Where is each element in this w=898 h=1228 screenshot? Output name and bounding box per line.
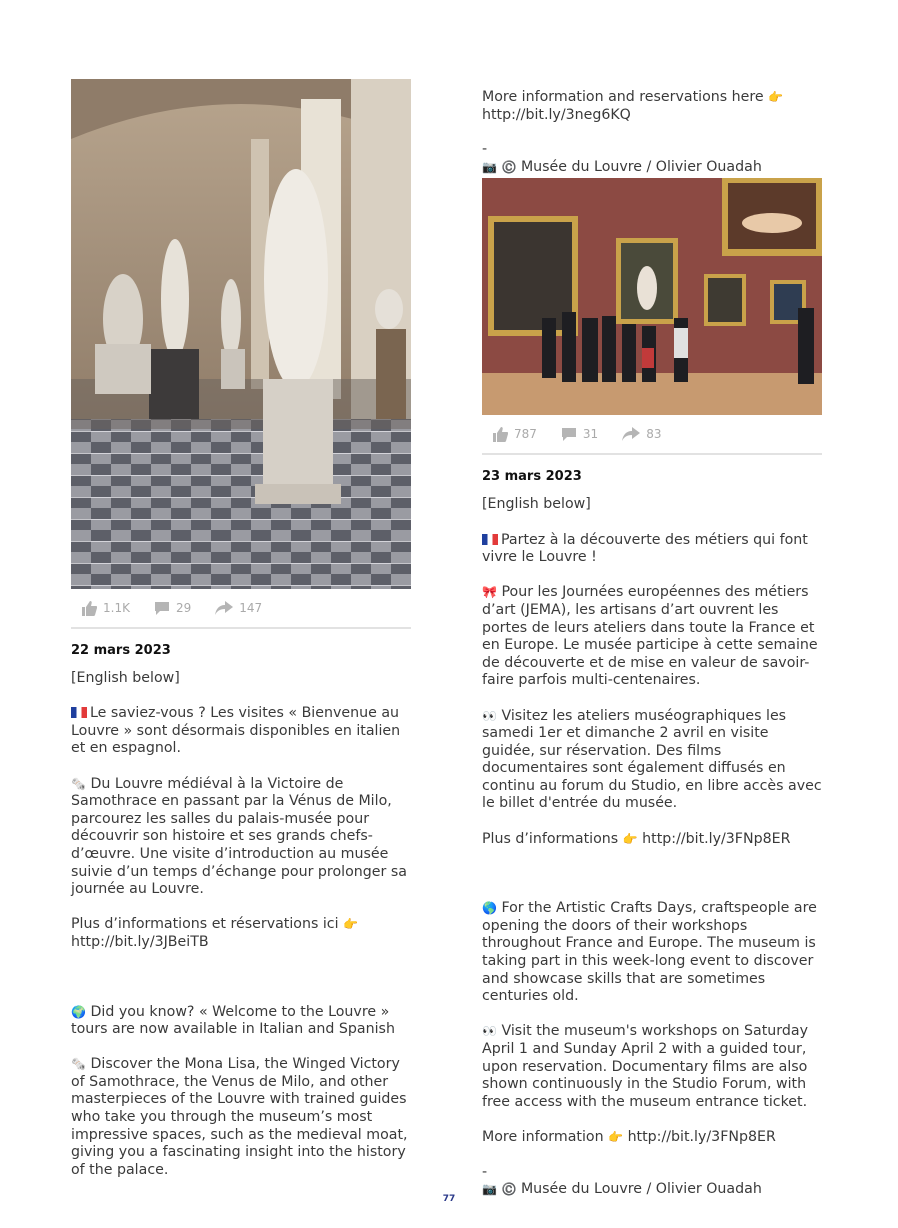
en-paragraph-1: 🌍 Did you know? « Welcome to the Louvre » tours are now available in Italian and Spanish: [71, 1003, 395, 1038]
post-stats: [482, 415, 822, 455]
photo-credit: 📷 ©️ Musée du Louvre / Olivier Ouadah: [482, 1181, 762, 1198]
thumbs-up-icon: [81, 601, 97, 616]
post-date: 22 mars 2023: [71, 643, 171, 658]
ribbon-icon: 🎀: [482, 585, 497, 600]
pointing-right-icon: 👉: [622, 831, 638, 846]
en-paragraph-2: 👀 Visit the museum's workshops on Saturday April 1 and Sunday April 2 with a guided tour, upon reservation. Documentary films are also shown continuously in the Studio Forum, with free access with the museum entrance ticket.: [482, 1023, 808, 1110]
sculpture-gallery-photo: [71, 79, 411, 589]
eyes-icon: 👀: [482, 708, 497, 723]
english-below-note: [English below]: [482, 496, 591, 513]
en-paragraph-2: 🗞️ Discover the Mona Lisa, the Winged Victory of Samothrace, the Venus de Milo, and other masterpieces of the Louvre with trained guides who take you through the museum’s most impressive spaces, such as the medieval moat, giving you a fascinating insight into the history of the palace.: [71, 1056, 408, 1178]
fr-paragraph-1: Le saviez-vous ? Les visites « Bienvenue au Louvre » sont désormais disponibles en italien et en espagnol.: [71, 705, 401, 757]
newspaper-icon: 🗞️: [71, 776, 86, 791]
french-flag-icon: [482, 534, 498, 545]
share-icon: [215, 601, 233, 616]
paintings-gallery-photo: [482, 178, 822, 415]
fr-paragraph-4: Plus d’informations 👉 http://bit.ly/3FNp8ER: [482, 830, 791, 847]
eyes-icon: 👀: [482, 1024, 497, 1039]
shares-count: 147: [239, 601, 263, 615]
sculpture-gallery-image: [71, 79, 411, 589]
paintings-gallery-image: [482, 178, 822, 415]
shares-stat[interactable]: [215, 601, 262, 616]
shares-stat[interactable]: [622, 427, 661, 442]
likes-stat[interactable]: [492, 427, 537, 442]
fr-paragraph-3: 👀 Visitez les ateliers muséographiques les samedi 1er et dimanche 2 avril en visite guidée, sur réservation. Des films documentaires sont également diffusés en continu au forum du Studio, en libre accès avec le billet d'entrée du musée.: [482, 707, 822, 812]
copyright-icon: ©️: [501, 1182, 517, 1197]
newspaper-icon: 🗞️: [71, 1057, 86, 1072]
pointing-right-icon: 👉: [608, 1129, 624, 1144]
camera-icon: 📷: [482, 159, 497, 174]
info-link-fr[interactable]: http://bit.ly/3FNp8ER: [642, 830, 791, 847]
french-flag-icon: [71, 707, 87, 718]
comment-icon: [154, 601, 170, 616]
right-post: [482, 89, 822, 1199]
en-paragraph-1: 🌎 For the Artistic Crafts Days, craftspeople are opening the doors of their workshops throughout France and Europe. The museum is taking part in this week-long event to discover and showcase skills that are sometimes centuries old.: [482, 900, 817, 1005]
pointing-right-icon: 👉: [343, 917, 359, 932]
fr-paragraph-3: Plus d’informations et réservations ici 👉 http://bit.ly/3JBeiTB: [71, 916, 359, 950]
likes-count: 1.1K: [103, 601, 130, 615]
post-stats: [71, 589, 411, 629]
info-link-en[interactable]: http://bit.ly/3FNp8ER: [627, 1128, 776, 1145]
separator-dash: -: [482, 1163, 488, 1180]
top-link[interactable]: http://bit.ly/3neg6KQ: [482, 106, 631, 123]
reservation-link[interactable]: http://bit.ly/3JBeiTB: [71, 933, 209, 950]
comments-stat[interactable]: [154, 601, 191, 616]
separator-dash: -: [482, 141, 488, 158]
likes-stat[interactable]: [81, 601, 130, 616]
post-date: 23 mars 2023: [482, 469, 582, 485]
left-post: [71, 79, 411, 1179]
photo-credit: 📷 ©️ Musée du Louvre / Olivier Ouadah: [482, 158, 762, 175]
copyright-icon: ©️: [501, 159, 517, 174]
fr-paragraph-2: 🎀 Pour les Journées européennes des métiers d’art (JEMA), les artisans d’art ouvrent les portes de leurs ateliers dans toute la France et en Europe. Le musée participe à cette semaine de découverte et de mise en valeur de savoir-faire parfois multi-centenaires.: [482, 584, 818, 689]
fr-paragraph-2: 🗞️ Du Louvre médiéval à la Victoire de Samothrace en passant par la Vénus de Milo, parcourez les salles du palais-musée pour découvrir son histoire et ses grands chefs-d’œuvre. Une visite d’introduction au musée suivie d’un temps d’échange pour prolonger sa journée au Louvre.: [71, 775, 407, 898]
comments-stat[interactable]: [561, 427, 598, 442]
comments-count: 31: [582, 427, 599, 442]
likes-count: 787: [514, 427, 537, 442]
fr-paragraph-1: Partez à la découverte des métiers qui font vivre le Louvre !: [482, 531, 808, 566]
comments-count: 29: [175, 601, 192, 615]
top-info: More information and reservations here 👉 http://bit.ly/3neg6KQ: [482, 89, 784, 123]
page-number: 77: [442, 1194, 456, 1204]
pointing-right-icon: 👉: [768, 90, 784, 104]
thumbs-up-icon: [492, 427, 508, 442]
comment-icon: [561, 427, 577, 442]
globe-icon: 🌍: [71, 1004, 86, 1019]
shares-count: 83: [646, 427, 662, 442]
en-paragraph-3: More information 👉 http://bit.ly/3FNp8ER: [482, 1128, 776, 1145]
english-below-note: [English below]: [71, 670, 180, 686]
camera-icon: 📷: [482, 1182, 497, 1197]
globe-icon: 🌎: [482, 901, 497, 916]
share-icon: [622, 427, 640, 442]
